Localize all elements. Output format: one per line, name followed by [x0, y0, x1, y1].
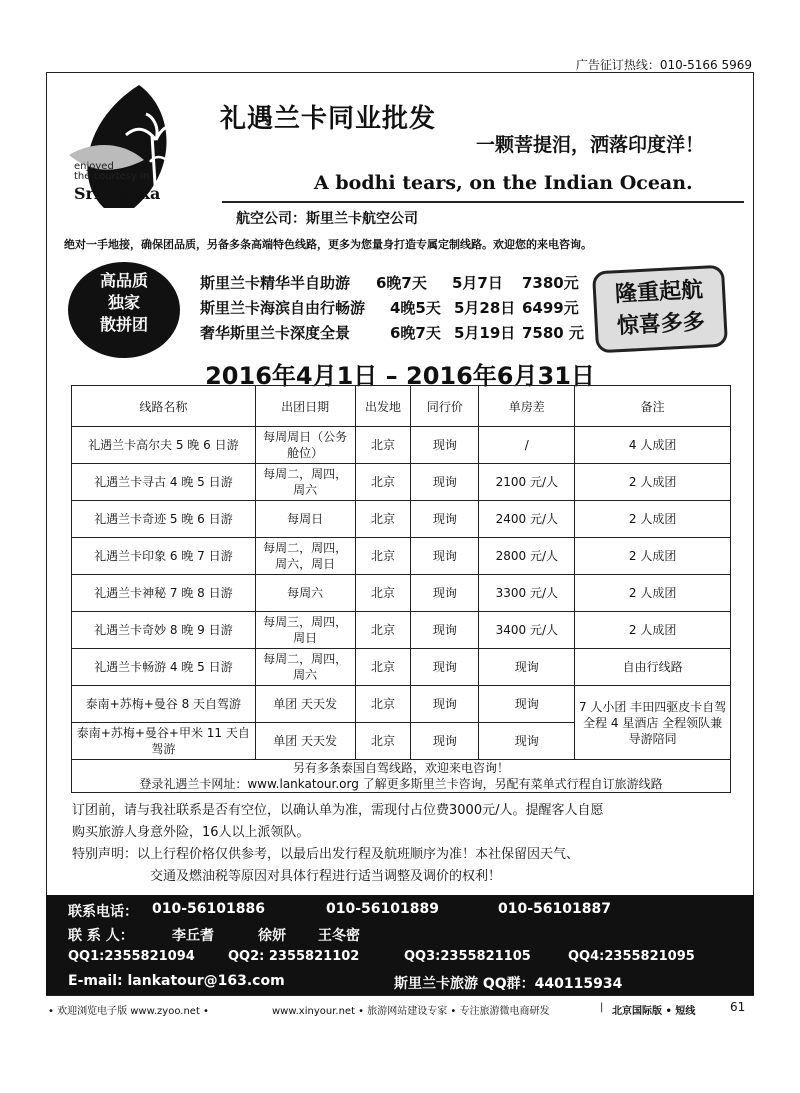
phone-label: 联系电话：: [68, 904, 138, 920]
trade-price: 现询: [411, 612, 479, 649]
trade-price: 现询: [411, 501, 479, 538]
promo-date: 5月28日: [454, 299, 516, 317]
route-name: 礼遇兰卡寻古 4 晚 5 日游: [72, 464, 256, 501]
col-header: 备注: [575, 386, 731, 427]
departure-days: 每周二，周四，周六: [255, 464, 355, 501]
booking-notes: [72, 800, 742, 888]
origin: 北京: [355, 575, 411, 612]
trade-price: 现询: [411, 464, 479, 501]
single-supplement: 现询: [479, 723, 575, 760]
departure-days: 每周周日（公务舱位）: [255, 427, 355, 464]
origin: 北京: [355, 427, 411, 464]
promo-nights: 6晚7天: [376, 274, 427, 292]
promo-price: 7380元: [522, 274, 579, 292]
logo-line1: enjoyed: [74, 161, 114, 172]
badge-line: 高品质: [99, 271, 148, 290]
remark: 自由行线路: [575, 649, 731, 686]
launch-stamp: [592, 265, 728, 354]
note-line: 购买旅游人身意外险，16人以上派领队。: [72, 825, 310, 840]
col-header: 线路名称: [72, 386, 256, 427]
route-name: 泰南+苏梅+曼谷+甲米 11 天自驾游: [72, 723, 256, 760]
logo-brand: Sri Lanka: [74, 184, 161, 203]
qq-group: 斯里兰卡旅游 QQ群：440115934: [394, 976, 623, 992]
table-row: [72, 501, 731, 538]
table-header-row: [72, 386, 731, 427]
route-table: [71, 385, 731, 793]
remark-merged: 7 人小团 丰田四驱皮卡自驾 全程 4 星酒店 全程领队兼导游陪同: [575, 686, 731, 760]
airline-info: 航空公司：斯里兰卡航空公司: [236, 211, 418, 227]
phone-number: 010-56101887: [498, 901, 611, 917]
contact-person: 李丘耆: [172, 928, 214, 944]
badge-line: 散拼团: [99, 315, 148, 334]
website-info: 登录礼遇兰卡网址：www.lankatour.org 了解更多斯里兰卡咨询，另配有菜单式行程自订旅游线路: [139, 777, 663, 791]
col-header: 出发地: [355, 386, 411, 427]
slogan-chinese: 一颗菩提泪，洒落印度洋！: [476, 134, 705, 156]
promo-nights: 4晚5天: [390, 299, 441, 317]
origin: 北京: [355, 464, 411, 501]
trade-price: 现询: [411, 686, 479, 723]
table-row: [72, 575, 731, 612]
note-line: 订团前，请与我社联系是否有空位，以确认单为准，需现付占位费3000元/人。提醒客人自愿: [72, 803, 604, 818]
departure-days: 每周六: [255, 575, 355, 612]
origin: 北京: [355, 612, 411, 649]
departure-days: 每周二，周四，周六: [255, 649, 355, 686]
departure-days: 单团 天天发: [255, 686, 355, 723]
single-supplement: 2800 元/人: [479, 538, 575, 575]
single-supplement: 现询: [479, 649, 575, 686]
promo-date: 5月19日: [454, 324, 516, 342]
route-name: 礼遇兰卡奇迹 5 晚 6 日游: [72, 501, 256, 538]
route-name: 礼遇兰卡印象 6 晚 7 日游: [72, 538, 256, 575]
single-supplement: 2100 元/人: [479, 464, 575, 501]
promo-price: 6499元: [522, 299, 579, 317]
col-header: 出团日期: [255, 386, 355, 427]
qq-number: QQ4:2355821095: [568, 949, 695, 964]
qq-number: QQ1:2355821094: [68, 949, 195, 964]
trade-price: 现询: [411, 723, 479, 760]
stamp-line: 隆重起航: [614, 277, 704, 308]
table-row: [72, 649, 731, 686]
phone-number: 010-56101886: [152, 901, 265, 917]
logo: [64, 80, 214, 210]
email: E-mail: lankatour@163.com: [68, 973, 285, 989]
promo-price: 7580 元: [522, 324, 584, 342]
qq-number: QQ2: 2355821102: [228, 949, 360, 964]
table-footer-line: 另有多条泰国自驾线路，欢迎来电咨询！: [292, 761, 509, 775]
footer-mid: www.xinyour.net • 旅游网站建设专家 • 专注旅游微电商研发: [272, 1006, 550, 1017]
single-supplement: 3400 元/人: [479, 612, 575, 649]
route-name: 礼遇兰卡高尔夫 5 晚 6 日游: [72, 427, 256, 464]
header-divider: [222, 201, 744, 203]
footer-left: • 欢迎浏览电子版 www.zyoo.net •: [48, 1006, 209, 1017]
remark: 2 人成团: [575, 612, 731, 649]
trade-price: 现询: [411, 649, 479, 686]
contact-block: [46, 895, 754, 995]
slogan-english: A bodhi tears, on the Indian Ocean.: [314, 172, 693, 194]
promo-name: 奢华斯里兰卡深度全景: [200, 324, 351, 342]
trade-price: 现询: [411, 575, 479, 612]
table-row: [72, 612, 731, 649]
quality-badge: [68, 262, 180, 358]
phone-number: 010-56101889: [326, 901, 439, 917]
note-line: 特别声明：以上行程价格仅供参考，以最后出发行程及航班顺序为准！本社保留因天气、: [72, 847, 580, 862]
origin: 北京: [355, 501, 411, 538]
page-title: 礼遇兰卡同业批发: [220, 104, 437, 134]
contact-person: 徐妍: [258, 928, 286, 944]
page-number: 61: [730, 1000, 746, 1014]
origin: 北京: [355, 538, 411, 575]
badge-line: 独家: [107, 293, 140, 312]
promo-date: 5月7日: [452, 274, 503, 292]
origin: 北京: [355, 649, 411, 686]
origin: 北京: [355, 686, 411, 723]
departure-days: 单团 天天发: [255, 723, 355, 760]
qq-number: QQ3:2355821105: [404, 949, 531, 964]
departure-days: 每周二，周四，周六，周日: [255, 538, 355, 575]
logo-line2: the courtesy in: [74, 171, 150, 182]
single-supplement: 3300 元/人: [479, 575, 575, 612]
remark: 2 人成团: [575, 575, 731, 612]
promo-name: 斯里兰卡海滨自由行畅游: [200, 299, 366, 317]
ad-hotline: 广告征订热线：010-5166 5969: [575, 58, 752, 72]
departure-days: 每周日: [255, 501, 355, 538]
table-row: [72, 538, 731, 575]
intro-text: 绝对一手地接，确保团品质，另备多条高端特色线路，更多为您量身打造专属定制线路。欢迎您的来电咨询。: [64, 238, 592, 251]
contact-person: 王冬密: [318, 928, 360, 944]
table-row: [72, 427, 731, 464]
col-header: 同行价: [411, 386, 479, 427]
departure-days: 每周三，周四，周日: [255, 612, 355, 649]
route-name: 礼遇兰卡奇妙 8 晚 9 日游: [72, 612, 256, 649]
single-supplement: 现询: [479, 686, 575, 723]
table-row: [72, 464, 731, 501]
route-name: 礼遇兰卡畅游 4 晚 5 日游: [72, 649, 256, 686]
route-name: 泰南+苏梅+曼谷 8 天自驾游: [72, 686, 256, 723]
origin: 北京: [355, 723, 411, 760]
remark: 4 人成团: [575, 427, 731, 464]
promo-name: 斯里兰卡精华半自助游: [200, 274, 351, 292]
table-footer-row: [72, 760, 731, 793]
remark: 2 人成团: [575, 464, 731, 501]
remark: 2 人成团: [575, 538, 731, 575]
trade-price: 现询: [411, 427, 479, 464]
promo-nights: 6晚7天: [390, 324, 441, 342]
table-row: [72, 686, 731, 723]
footer-section: 北京国际版 • 短线: [612, 1006, 696, 1017]
stamp-line: 惊喜多多: [616, 309, 706, 340]
single-supplement: 2400 元/人: [479, 501, 575, 538]
trade-price: 现询: [411, 538, 479, 575]
date-range: 2016年4月1日 – 2016年6月31日: [205, 362, 595, 390]
person-label: 联 系 人：: [68, 928, 134, 944]
footer-section-divider: |: [600, 1002, 604, 1013]
col-header: 单房差: [479, 386, 575, 427]
route-name: 礼遇兰卡神秘 7 晚 8 日游: [72, 575, 256, 612]
table-footer: [72, 760, 731, 793]
note-line: 交通及燃油税等原因对具体行程进行适当调整及调价的权利！: [150, 869, 502, 884]
single-supplement: /: [479, 427, 575, 464]
remark: 2 人成团: [575, 501, 731, 538]
